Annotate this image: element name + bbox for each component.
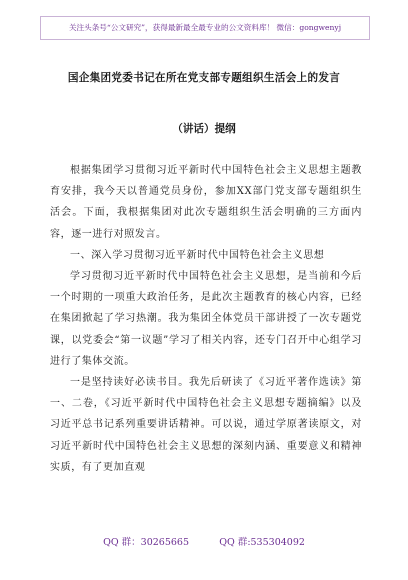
promo-banner xyxy=(40,16,370,40)
document-subtitle: （讲话）提纲 xyxy=(172,123,236,135)
document-body xyxy=(50,160,362,478)
footer-qq-group-2: QQ 群:535304092 xyxy=(219,537,305,548)
promo-banner-text: 关注头条号“公文研究”，获得最新最全最专业的公文资料库！ 微信：gongwenyj xyxy=(68,23,342,32)
paragraph-reading: 一是坚持读好必读书目。我先后研读了《习近平著作选读》第一、二卷，《习近平新时代中国特色社会主义思想专题摘编》以及习近平总书记系列重要讲话精神。可以说，通过学原著读原文，对习近平新时代中国特色社会主义思想的深刻内涵、重要意义和精神实质，有了更加直观 xyxy=(50,377,362,473)
footer-contacts xyxy=(0,534,408,548)
paragraph-study: 学习贯彻习近平新时代中国特色社会主义思想，是当前和今后一个时期的一项重大政治任务，是此次主题教育的核心内容，已经在集团掀起了学习热潮。我为集团全体党员干部讲授了一次专题党课，以党委会“第一议题”学习了相关内容，还专门召开中心组学习进行了集体交流。 xyxy=(50,271,362,367)
footer-qq-group-1: QQ 群：30265665 xyxy=(103,537,190,548)
document-title: 国企集团党委书记在所在党支部专题组织生活会上的发言 xyxy=(67,72,341,84)
section-heading-1: 一、深入学习贯彻习近平新时代中国特色社会主义思想 xyxy=(70,249,325,261)
paragraph-intro: 根据集团学习贯彻习近平新时代中国特色社会主义思想主题教育安排，我今天以普通党员身份，参加XX部门党支部专题组织生活会。下面，我根据集团对此次专题组织生活会明确的三方面内容，逐一进行对照发言。 xyxy=(50,165,362,240)
